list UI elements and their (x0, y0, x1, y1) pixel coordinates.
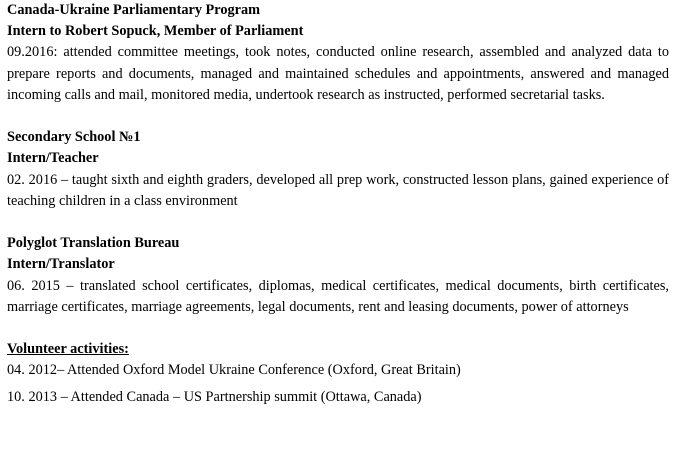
spacer (7, 106, 669, 127)
volunteer-heading: Volunteer activities: (7, 341, 129, 358)
role-title: Intern to Robert Sopuck, Member of Parliament (7, 23, 304, 40)
experience-entry-secondary-school (7, 127, 669, 212)
volunteer-item: 04. 2012– Attended Oxford Model Ukraine Conference (Oxford, Great Britain) (7, 362, 461, 379)
role-title: Intern/Teacher (7, 150, 99, 167)
organization-name: Polyglot Translation Bureau (7, 235, 180, 252)
role-title: Intern/Translator (7, 256, 115, 273)
organization-name: Secondary School №1 (7, 129, 141, 146)
organization-name: Canada-Ukraine Parliamentary Program (7, 2, 261, 18)
role-description: 02. 2016 – taught sixth and eighth graders, developed all prep work, constructed lesson plans, gained experience of teaching children in a class environment (7, 171, 669, 209)
volunteer-item: 10. 2013 – Attended Canada – US Partnership summit (Ottawa, Canada) (7, 389, 422, 406)
experience-entry-translation-bureau (7, 233, 669, 318)
spacer (7, 318, 669, 339)
experience-entry-parliamentary-program (7, 0, 669, 106)
role-description: 06. 2015 – translated school certificates, diplomas, medical certificates, medical documents, birth certificates, marriage certificates, marriage agreements, legal documents, rent and leasing documents, power of attorneys (7, 277, 669, 315)
resume-experience-section (7, 0, 669, 409)
role-description: 09.2016: attended committee meetings, took notes, conducted online research, assembled and analyzed data to prepare reports and documents, managed and maintained schedules and appointments, answered and managed incoming calls and mail, monitored media, undertook research as instructed, performed secretarial tasks. (7, 44, 669, 103)
spacer (7, 212, 669, 233)
volunteer-activities (7, 339, 669, 409)
